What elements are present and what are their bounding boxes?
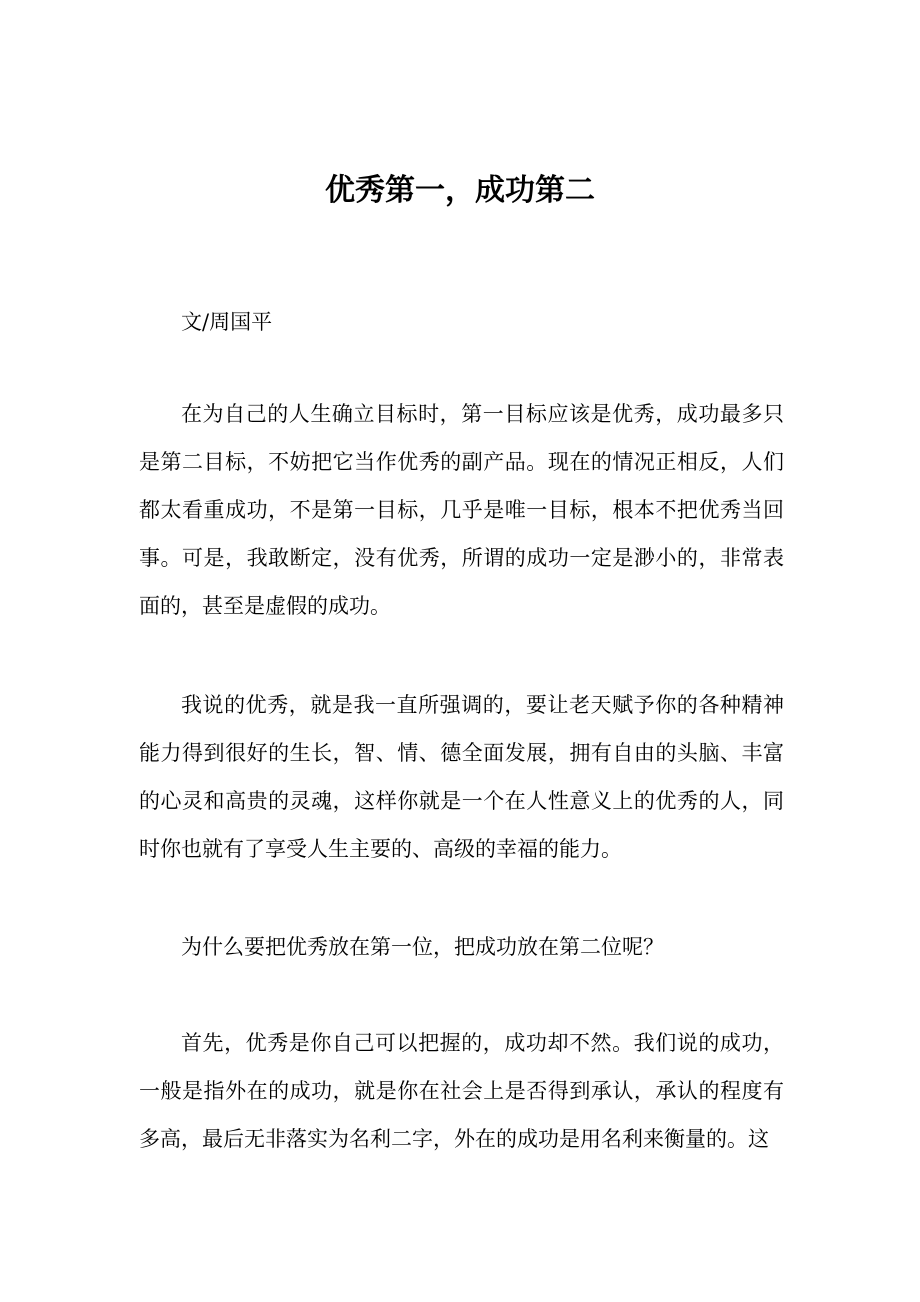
paragraph-4: 首先，优秀是你自己可以把握的，成功却不然。我们说的成功，一般是指外在的成功，就是你在社会上是否得到承认，承认的程度有多高，最后无非落实为名利二字，外在的成功是用名利来衡量的。这	[139, 1031, 784, 1151]
paragraph-1: 在为自己的人生确立目标时，第一目标应该是优秀，成功最多只是第二目标，不妨把它当作优秀的副产品。现在的情况正相反，人们都太看重成功，不是第一目标，几乎是唯一目标，根本不把优秀当回事。可是，我敢断定，没有优秀，所谓的成功一定是渺小的，非常表面的，甚至是虚假的成功。	[139, 402, 784, 618]
paragraph-2: 我说的优秀，就是我一直所强调的，要让老天赋予你的各种精神能力得到很好的生长，智、情、德全面发展，拥有自由的头脑、丰富的心灵和高贵的灵魂，这样你就是一个在人性意义上的优秀的人，同时你也就有了享受人生主要的、高级的幸福的能力。	[139, 693, 784, 861]
author-line: 文/周国平	[181, 310, 273, 334]
document-title: 优秀第一，成功第二	[325, 173, 595, 208]
paragraph-3: 为什么要把优秀放在第一位，把成功放在第二位呢？	[181, 935, 664, 959]
